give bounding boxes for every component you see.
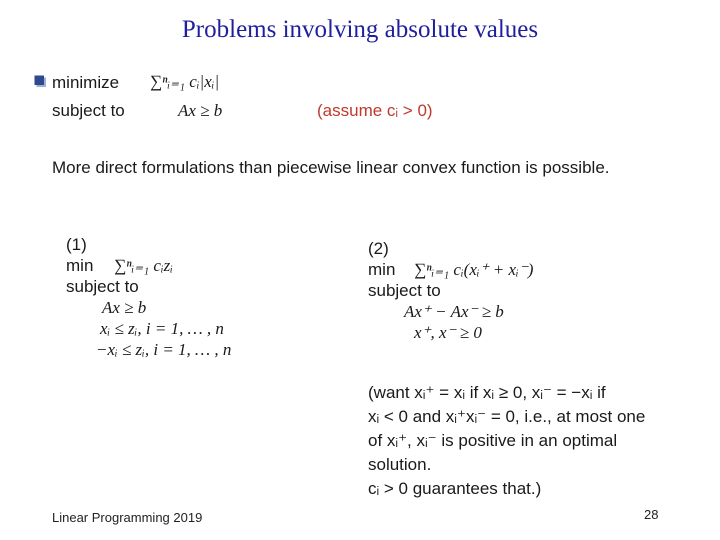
subject-to-label: subject to (368, 281, 441, 300)
formulation-2-label: (2) (368, 239, 389, 258)
footer-course: Linear Programming 2019 (52, 510, 203, 525)
objective: ∑ⁿᵢ₌₁ cᵢ|xᵢ| (150, 72, 220, 91)
page-number: 28 (644, 507, 659, 522)
minimize-label: minimize (52, 73, 120, 92)
constraint: Ax⁺ − Ax⁻ ≥ b (404, 302, 504, 321)
formulation-2 (368, 238, 533, 343)
explanation-line: solution. (368, 455, 432, 474)
explanation-line: cᵢ > 0 guarantees that.) (368, 479, 542, 498)
formulation-1-label: (1) (66, 235, 87, 254)
formulation-2-explanation (368, 381, 645, 501)
assumption-note: (assume cᵢ > 0) (317, 101, 433, 120)
subject-to-label: subject to (66, 277, 139, 296)
explanation-line: of xᵢ⁺, xᵢ⁻ is positive in an optimal (368, 431, 618, 450)
constraint: x⁺, x⁻ ≥ 0 (414, 323, 482, 342)
formulation-1 (66, 234, 231, 360)
slide-title: Problems involving absolute values (181, 16, 539, 43)
explanation-line: xᵢ < 0 and xᵢ⁺xᵢ⁻ = 0, i.e., at most one (368, 407, 646, 426)
constraint: Ax ≥ b (178, 101, 223, 120)
min-label: min (66, 256, 94, 275)
formulation-2-objective-row (368, 259, 533, 280)
min-label: min (368, 260, 396, 279)
formulation-note: More direct formulations than piecewise linear convex function is possible. (52, 158, 610, 177)
constraint: −xᵢ ≤ zᵢ, i = 1, … , n (96, 340, 232, 359)
subject-to-label: subject to (52, 101, 125, 120)
constraint: xᵢ ≤ zᵢ, i = 1, … , n (100, 319, 224, 338)
objective: ∑ⁿᵢ₌₁ cᵢ(xᵢ⁺ + xᵢ⁻) (414, 260, 534, 279)
checkbox-bullet-icon (34, 75, 47, 88)
formulation-1-objective-row (66, 255, 231, 276)
explanation-line: (want xᵢ⁺ = xᵢ if xᵢ ≥ 0, xᵢ⁻ = −xᵢ if (368, 383, 606, 402)
constraint: Ax ≥ b (102, 298, 147, 317)
objective: ∑ⁿᵢ₌₁ cᵢzᵢ (114, 256, 173, 275)
